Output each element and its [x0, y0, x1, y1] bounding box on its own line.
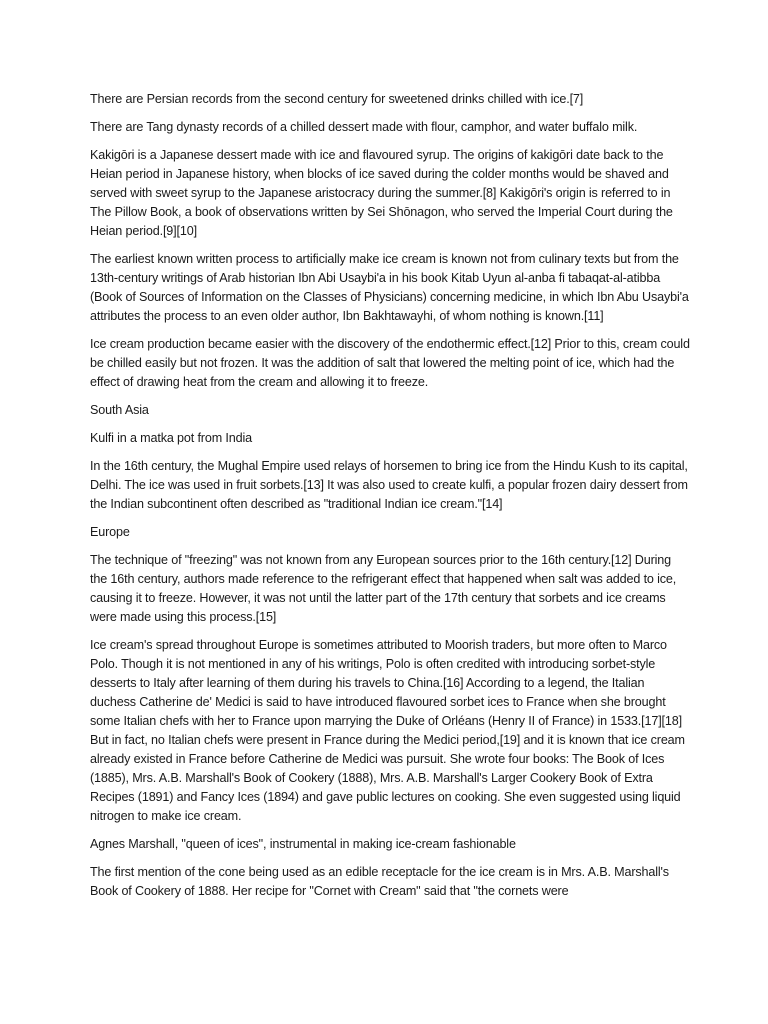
paragraph-earliest-process: The earliest known written process to artificially make ice cream is known not from culinary texts but from the 13th-century writings of Arab historian Ibn Abi Usaybi'a in his book Kitab Uyun al-anba fi tabaqat-al-atibba (Book of Sources of Information on the Classes of Physicians) concerning medicine, in which Ibn Abu Usaybi'a attributes the process to an even older author, Ibn Bakhtawayhi, of whom nothing is known.[11] [90, 252, 689, 323]
paragraph-endothermic: Ice cream production became easier with the discovery of the endothermic effect.[12] Prior to this, cream could be chilled easily but not frozen. It was the addition of salt that lowered the melting point of ice, which had the effect of drawing heat from the cream and allowing it to freeze. [90, 337, 690, 389]
paragraph-mughal-empire: In the 16th century, the Mughal Empire used relays of horsemen to bring ice from the Hindu Kush to its capital, Delhi. The ice was used in fruit sorbets.[13] It was also used to create kulfi, a popular frozen dairy dessert from the Indian subcontinent often described as "traditional Indian ice cream."[14] [90, 459, 688, 511]
paragraph-tang-dynasty: There are Tang dynasty records of a chilled dessert made with flour, camphor, and water buffalo milk. [90, 120, 638, 134]
paragraph-freezing-technique: The technique of "freezing" was not known from any European sources prior to the 16th century.[12] During the 16th century, authors made reference to the refrigerant effect that happened when salt was added to ice, causing it to freeze. However, it was not until the latter part of the 17th century that sorbets and ice creams were made using this process.[15] [90, 553, 677, 624]
caption-agnes-marshall: Agnes Marshall, "queen of ices", instrumental in making ice-cream fashionable [90, 837, 516, 851]
caption-kulfi: Kulfi in a matka pot from India [90, 431, 252, 445]
document-page [90, 90, 690, 910]
heading-south-asia: South Asia [90, 403, 149, 417]
heading-europe: Europe [90, 525, 130, 539]
paragraph-first-cone: The first mention of the cone being used as an edible receptacle for the ice cream is in Mrs. A.B. Marshall's Book of Cookery of 1888. Her recipe for "Cornet with Cream" said that "the cornets were [90, 865, 669, 898]
paragraph-persian-records: There are Persian records from the second century for sweetened drinks chilled with ice.[7] [90, 92, 584, 106]
paragraph-spread-europe: Ice cream's spread throughout Europe is sometimes attributed to Moorish traders, but more often to Marco Polo. Though it is not mentioned in any of his writings, Polo is often credited with introducing sorbet-style desserts to Italy after learning of them during his travels to China.[16] According to a legend, the Italian duchess Catherine de' Medici is said to have introduced flavoured sorbet ices to France when she brought some Italian chefs with her to France upon marrying the Duke of Orléans (Henry II of France) in 1533.[17][18] But in fact, no Italian chefs were present in France during the Medici period,[19] and it is known that ice cream already existed in France before Catherine de Medici was pursuit. She wrote four books: The Book of Ices (1885), Mrs. A.B. Marshall's Book of Cookery (1888), Mrs. A.B. Marshall's Larger Cookery Book of Extra Recipes (1891) and Fancy Ices (1894) and gave public lectures on cooking. She even suggested using liquid nitrogen to make ice cream. [90, 638, 685, 823]
paragraph-kakigori: Kakigōri is a Japanese dessert made with ice and flavoured syrup. The origins of kakigōri date back to the Heian period in Japanese history, when blocks of ice saved during the colder months would be shaved and served with sweet syrup to the Japanese aristocracy during the summer.[8] Kakigōri's origin is referred to in The Pillow Book, a book of observations written by Sei Shōnagon, who served the Imperial Court during the Heian period.[9][10] [90, 148, 673, 238]
